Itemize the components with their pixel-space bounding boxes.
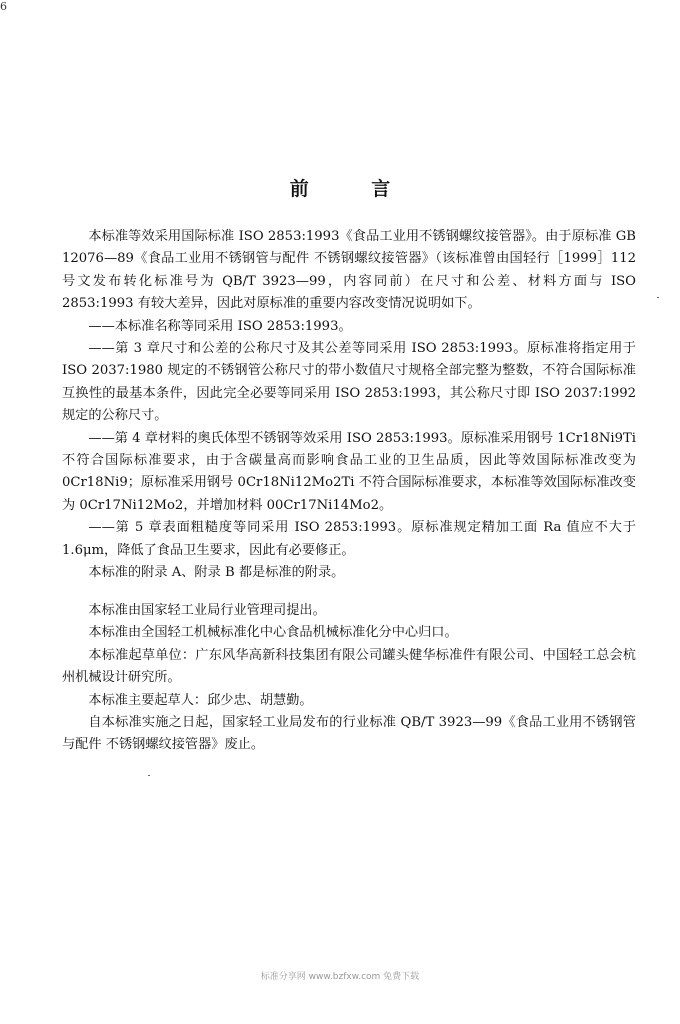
paragraph-dimensions: ——第 3 章尺寸和公差的公称尺寸及其公差等同采用 ISO 2853:1993。原标准将指定用于 ISO 2037:1980 规定的不锈钢管公称尺寸的带小数值尺寸规格全部完整为整数，不符合国际标准互换性的最基本条件，因此完全必要等同采用 ISO 2853:1993，其公称尺寸即 ISO 2037:1992 规定的公称尺寸。: [62, 341, 636, 424]
page-title: 前 言: [289, 178, 419, 200]
paragraph-roughness: ——第 5 章表面粗糙度等同采用 ISO 2853:1993。原标准规定精加工面 Ra 值应不大于 1.6μm，降低了食品卫生要求，因此有必要修正。: [62, 520, 636, 558]
paragraph-appendix: 本标准的附录 A、附录 B 都是标准的附录。: [88, 565, 345, 581]
corner-mark: 6: [0, 0, 7, 13]
scan-speck: [657, 297, 659, 298]
paragraph-materials: ——第 4 章材料的奥氏体型不锈钢等效采用 ISO 2853:1993。原标准采用钢号 1Cr18Ni9Ti 不符合国际标准要求，由于含碳量高而影响食品工业的卫生品质，因此等效国际标准改变为 0Cr18Ni9；原标准采用钢号 0Cr18Ni12Mo2Ti 不符合国际标准要求，本标准等效国际标准改变为 0Cr17Ni12Mo2，并增加材料 00Cr17Ni14Mo2。: [62, 430, 636, 513]
paragraph-name-change: ——本标准名称等同采用 ISO 2853:1993。: [88, 318, 352, 334]
foreword-credits: [62, 600, 636, 757]
paragraph-intro: 本标准等效采用国际标准 ISO 2853:1993《食品工业用不锈钢螺纹接管器》。由于原标准 GB 12076—89《食品工业用不锈钢管与配件 不锈钢螺纹接管器》（该标准曾由国轻行［1999］112 号文发布转化标准号为 QB/T 3923—99，内容同前）在尺寸和公差、材料方面与 ISO 2853:1993 有较大差异，因此对原标准的重要内容改变情况说明如下。: [62, 229, 636, 312]
paragraph-supersedes: 自本标准实施之日起，国家轻工业局发布的行业标准 QB/T 3923—99《食品工业用不锈钢管与配件 不锈钢螺纹接管器》废止。: [62, 715, 636, 753]
paragraph-centralized-by: 本标准由全国轻工机械标准化中心食品机械标准化分中心归口。: [88, 625, 458, 641]
paragraph-drafting-units: 本标准起草单位：广东风华高新科技集团有限公司罐头健华标准件有限公司、中国轻工总会杭州机械设计研究所。: [62, 647, 636, 686]
foreword-body: [62, 226, 636, 585]
paragraph-proposed-by: 本标准由国家轻工业局行业管理司提出。: [88, 603, 326, 618]
paragraph-drafters: 本标准主要起草人：邱少忠、胡慧勤。: [88, 692, 313, 708]
scan-speck: [148, 775, 150, 776]
watermark-footer: 标准分享网 www.bzfxw.com 免费下载: [260, 972, 420, 982]
